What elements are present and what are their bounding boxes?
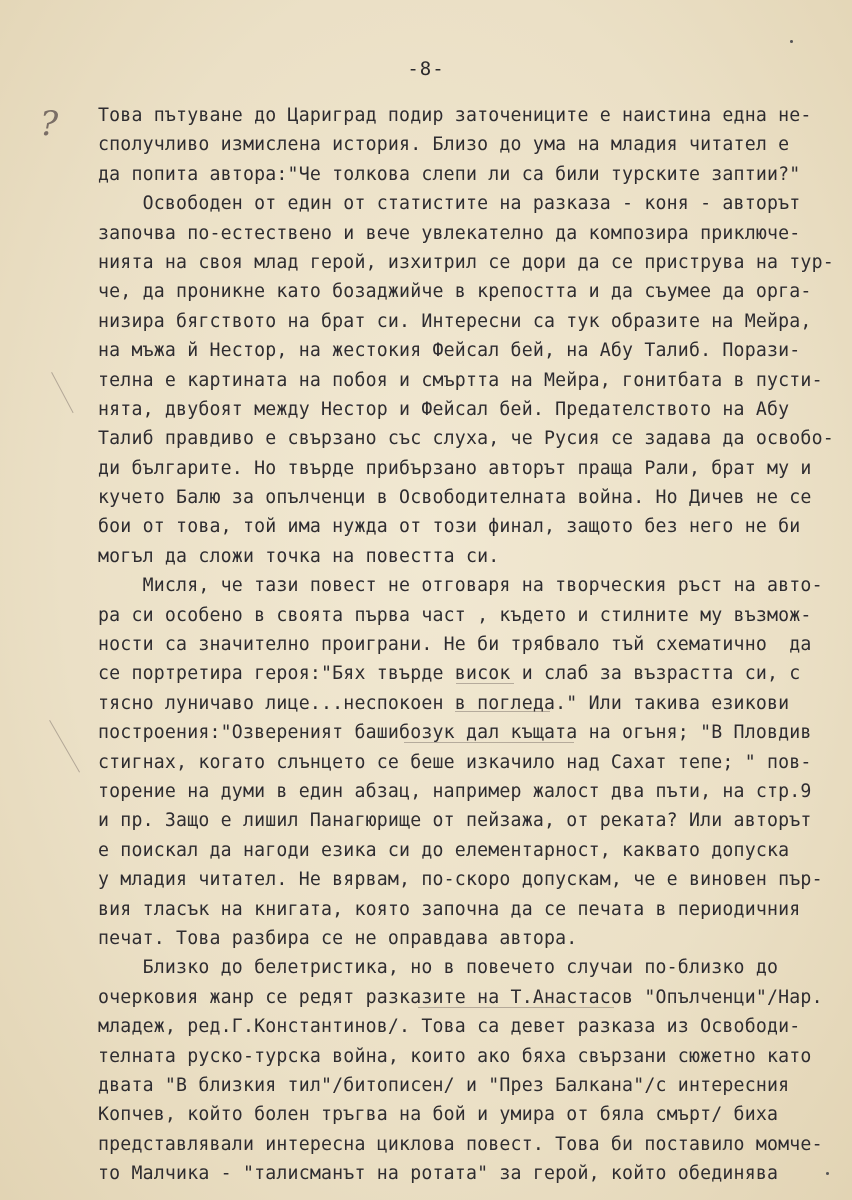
pencil-margin-stroke [51, 372, 73, 413]
paper-speck [790, 40, 793, 43]
text-line: ра си особено в своята първа част , където и стилните му възмож- [98, 604, 812, 626]
page-number: -8- [407, 58, 445, 80]
text-line: сполучливо измислена история. Близо до ума на младия читател е [98, 134, 790, 156]
text-line: построения:"Озвереният башибозук дал къщата на огъня; "В Пловдив [98, 722, 812, 744]
text-line: вия тласък на книгата, която започна да се печата в периодичния [98, 898, 801, 920]
text-line: и пр. Защо е лишил Панагюрище от пейзажа, от реката? Или авторът [98, 810, 812, 832]
text-line: Близко до белетристика, но в повечето случаи по-близко до [98, 957, 779, 979]
text-line: започва по-естествено и вече увлекателно да композира приключе- [98, 222, 801, 244]
margin-question-mark: ? [40, 104, 59, 144]
text-line: телна е картината на побоя и смъртта на Мейра, гонитбата в пусти- [98, 369, 823, 391]
text-line: на мъжа й Нестор, на жестокия Фейсал бей, на Абу Талиб. Порази- [98, 340, 801, 362]
text-line: ности са значително проиграни. Не би трябвало тъй схематично да [98, 634, 812, 656]
text-line: Освободен от един от статистите на разказа - коня - авторът [98, 193, 801, 215]
text-line: нията на своя млад герой, изхитрил се дори да се приструва на тур- [98, 251, 834, 273]
pencil-underline [404, 742, 574, 743]
typed-text-body [98, 101, 834, 1188]
text-line: представлявали интересна циклова повест. Това би поставило момче- [98, 1133, 823, 1155]
text-line: бои от това, той има нужда от този финал, защото без него не би [98, 516, 801, 538]
text-line: торение на думи в един абзац, например жалост два пъти, на стр.9 [98, 780, 812, 802]
text-line: ди българите. Но твърде прибързано авторът праща Рали, брат му и [98, 457, 812, 479]
text-line: нята, двубоят между Нестор и Фейсал бей. Предателството на Абу [98, 398, 790, 420]
text-line: Мисля, че тази повест не отговаря на творческия ръст на авто- [98, 575, 823, 597]
text-line: Това пътуване до Цариград подир заточениците е наистина една не- [98, 105, 812, 126]
text-line: да попита автора:"Че толкова слепи ли са били турските заптии?" [98, 163, 801, 185]
text-line: кучето Балю за опълченци в Освободителната война. Но Дичев не се [98, 487, 812, 509]
text-line: стигнах, когато слънцето се беше изкачило над Сахат тепе; " пов- [98, 751, 812, 773]
text-line: очерковия жанр се редят разказите на Т.Анастасов "Опълченци"/Нар. [98, 986, 823, 1008]
text-line: низира бягството на брат си. Интересни са тук образите на Мейра, [98, 310, 812, 332]
text-line: тясно луничаво лице...неспокоен в погледа." Или такива езикови [98, 692, 790, 714]
pencil-margin-stroke [49, 720, 80, 772]
pencil-underline [456, 683, 514, 684]
text-line: могъл да сложи точка на повестта си. [98, 545, 500, 567]
text-line: двата "В близкия тил"/битописен/ и "През Балкана"/с интересния [98, 1074, 790, 1096]
pencil-underline [418, 1007, 614, 1008]
paper-speck [826, 1172, 829, 1175]
text-line: се портретира героя:"Бях твърде висок и слаб за възрастта си, с [98, 663, 801, 685]
text-line: то Малчика - "талисманът на ротата" за герой, който обединява [98, 1163, 779, 1185]
text-line: Копчев, който болен тръгва на бой и умира от бяла смърт/ биха [98, 1104, 779, 1126]
text-line: телната руско-турска война, които ако бяха свързани сюжетно като [98, 1045, 812, 1067]
text-line: младеж, ред.Г.Константинов/. Това са девет разказа из Освободи- [98, 1016, 801, 1038]
text-line: у младия читател. Не вярвам, по-скоро допускам, че е виновен пър- [98, 869, 823, 891]
text-line: печат. Това разбира се не оправдава автора. [98, 927, 578, 949]
pencil-underline [455, 711, 550, 712]
text-line: е поискал да нагоди езика си до елементарност, каквато допуска [98, 839, 790, 861]
text-line: че, да проникне като бозаджийче в крепостта и да съумее да орга- [98, 281, 812, 303]
text-line: Талиб правдиво е свързано със слуха, че Русия се задава да освобо- [98, 428, 834, 450]
